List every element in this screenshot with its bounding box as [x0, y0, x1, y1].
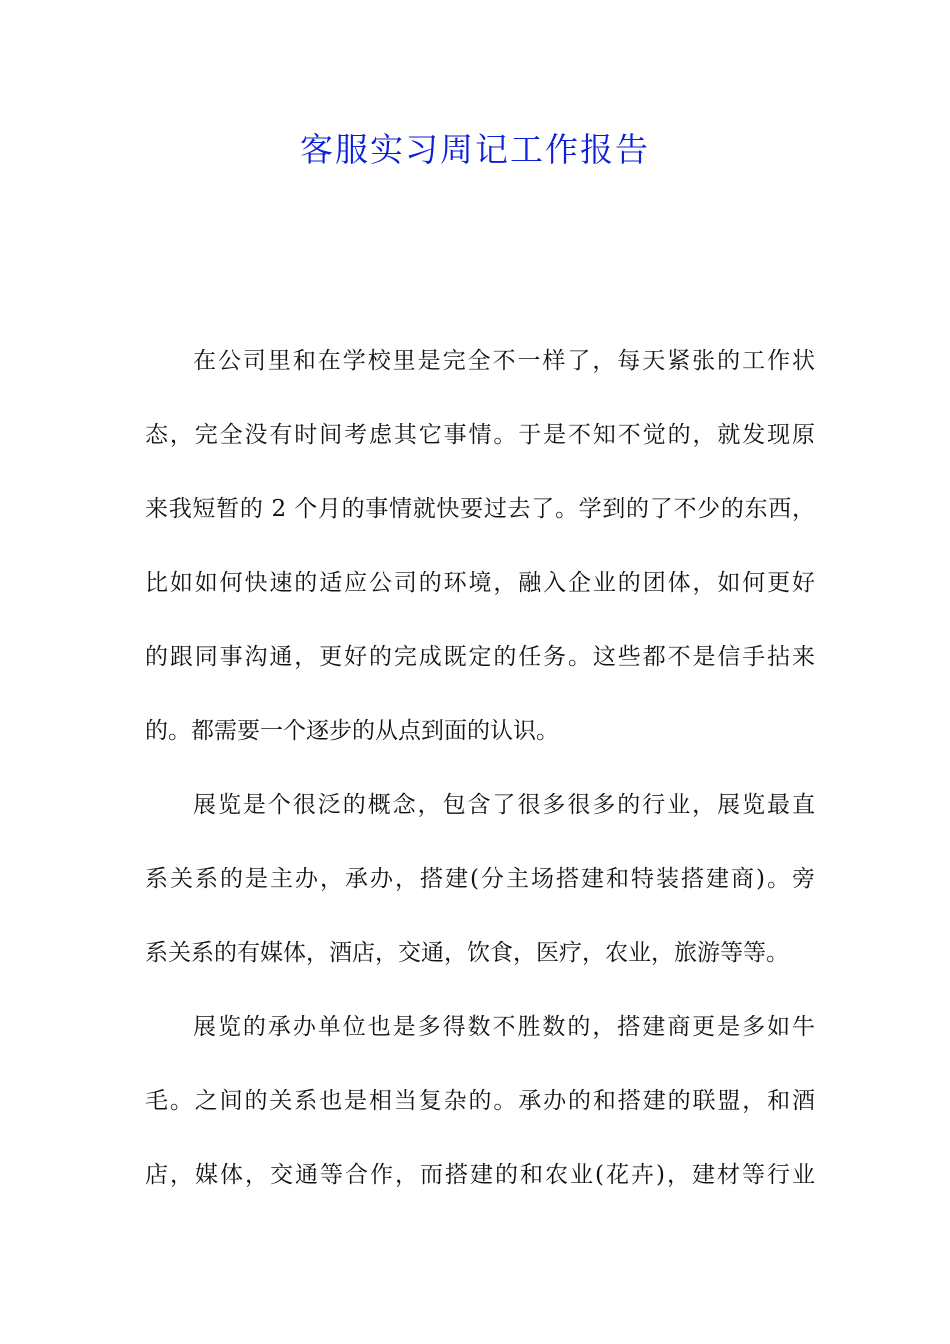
paragraph-1-line-5: 的跟同事沟通，更好的完成既定的任务。这些都不是信手拈来: [145, 644, 815, 670]
paragraph-3-line-2: 毛。之间的关系也是相当复杂的。承办的和搭建的联盟，和酒: [145, 1088, 815, 1114]
document-body: [145, 336, 815, 1224]
paragraph-1-line-2: 态，完全没有时间考虑其它事情。于是不知不觉的，就发现原: [145, 422, 815, 448]
paragraph-2-line-1: 展览是个很泛的概念，包含了很多很多的行业，展览最直: [193, 792, 815, 818]
paragraph-2-line-3: 系关系的有媒体，酒店，交通，饮食，医疗，农业，旅游等等。: [145, 940, 789, 966]
paragraph-2-line-2: 系关系的是主办，承办，搭建(分主场搭建和特装搭建商)。旁: [145, 866, 815, 892]
paragraph-3-line-3: 店，媒体，交通等合作，而搭建的和农业(花卉)，建材等行业: [145, 1162, 815, 1188]
paragraph-1-line-4: 比如如何快速的适应公司的环境，融入企业的团体，如何更好: [145, 570, 815, 596]
paragraph-1-line-6: 的。都需要一个逐步的从点到面的认识。: [145, 718, 559, 744]
paragraph-1-line-3: 来我短暂的 2 个月的事情就快要过去了。学到的了不少的东西，: [145, 496, 815, 522]
paragraph-3-line-1: 展览的承办单位也是多得数不胜数的，搭建商更是多如牛: [193, 1014, 815, 1040]
document-title: 客服实习周记工作报告: [300, 130, 650, 169]
paragraph-1-line-1: 在公司里和在学校里是完全不一样了，每天紧张的工作状: [193, 348, 815, 374]
